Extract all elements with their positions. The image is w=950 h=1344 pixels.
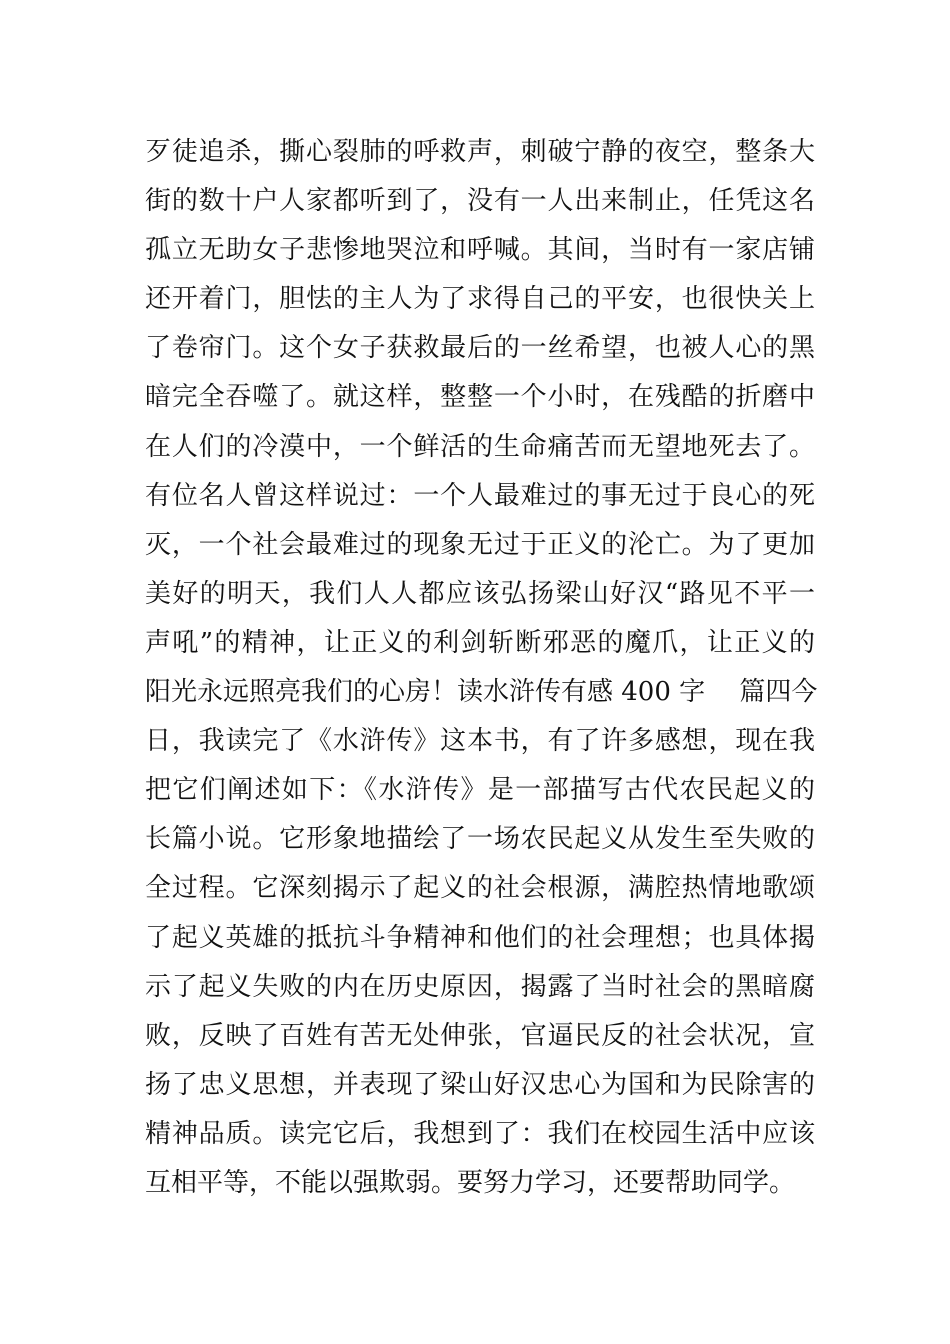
text-line: 有位名人曾这样说过：一个人最难过的事无过于良心的死 [145,480,815,511]
text-line: 歹徒追杀，撕心裂肺的呼救声，刺破宁静的夜空，整条大 [145,137,815,167]
text-line: 了起义英雄的抵抗斗争精神和他们的社会理想；也具体揭 [145,922,815,953]
text-line: 孤立无助女子悲惨地哭泣和呼喊。其间，当时有一家店铺 [145,235,815,266]
text-line: 街的数十户人家都听到了，没有一人出来制止，任凭这名 [145,186,815,217]
text-line: 在人们的冷漠中，一个鲜活的生命痛苦而无望地死去了。 [145,431,815,462]
text-line: 声吼”的精神，让正义的利剑斩断邪恶的魔爪，让正义的 [145,627,815,658]
text-line: 美好的明天，我们人人都应该弘扬梁山好汉“路见不平一 [145,578,815,609]
text-line: 了卷帘门。这个女子获救最后的一丝希望，也被人心的黑 [145,333,815,364]
text-line: 示了起义失败的内在历史原因，揭露了当时社会的黑暗腐 [145,971,815,1002]
body-text [145,128,818,1208]
text-line: 互相平等，不能以强欺弱。要努力学习，还要帮助同学。 [145,1167,796,1198]
text-line: 精神品质。读完它后，我想到了：我们在校园生活中应该 [145,1118,815,1149]
text-line: 阳光永远照亮我们的心房！读水浒传有感 400 字 篇四今 [145,677,818,708]
text-line: 日，我读完了《水浒传》这本书，有了许多感想，现在我 [145,726,815,757]
text-line: 暗完全吞噬了。就这样，整整一个小时，在残酷的折磨中 [145,382,815,413]
text-line: 全过程。它深刻揭示了起义的社会根源，满腔热情地歌颂 [145,873,815,904]
text-line: 败，反映了百姓有苦无处伸张，官逼民反的社会状况，宣 [145,1020,815,1051]
text-line: 还开着门，胆怯的主人为了求得自己的平安，也很快关上 [145,284,815,315]
text-line: 长篇小说。它形象地描绘了一场农民起义从发生至失败的 [145,824,815,855]
text-line: 把它们阐述如下：《水浒传》是一部描写古代农民起义的 [145,775,815,806]
text-line: 扬了忠义思想，并表现了梁山好汉忠心为国和为民除害的 [145,1069,815,1100]
text-line: 灭，一个社会最难过的现象无过于正义的沦亡。为了更加 [145,529,815,560]
